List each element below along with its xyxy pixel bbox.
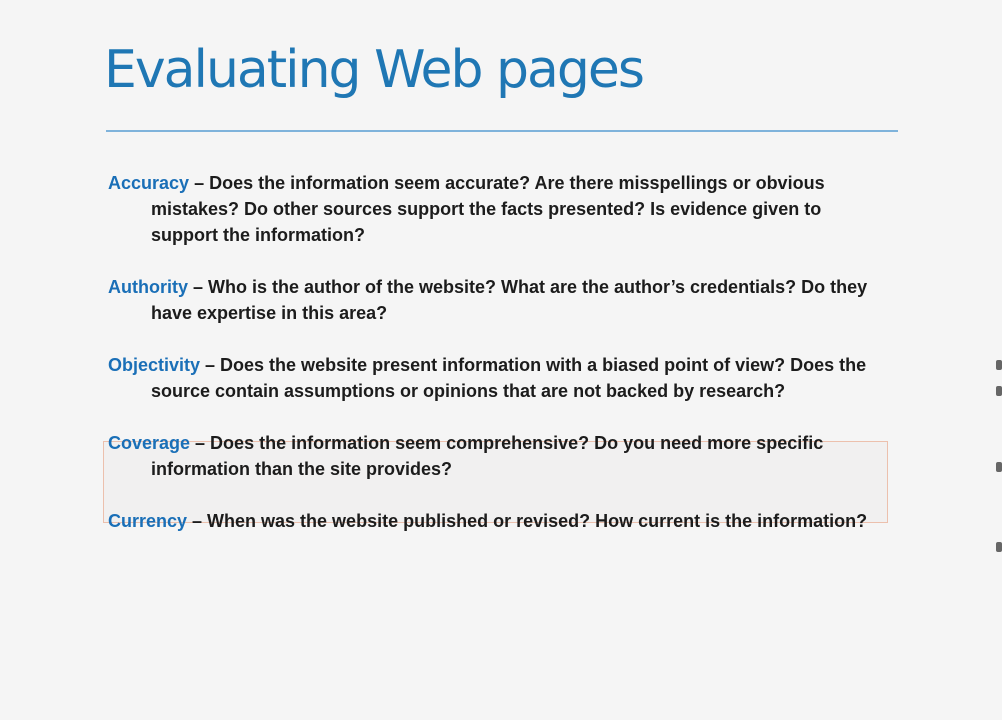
criterion-currency (108, 508, 888, 534)
slide-title: Evaluating Web pages (104, 40, 643, 100)
criterion-description: – Does the information seem accurate? Are there misspellings or obvious mistakes? Do other sources support the facts presented? Is evidence given to support the information? (151, 173, 825, 245)
criteria-list (108, 170, 888, 534)
criterion-description: – When was the website published or revised? How current is the information? (187, 511, 868, 531)
criterion-description: – Does the website present information with a biased point of view? Does the source contain assumptions or opinions that are not backed by research? (151, 355, 867, 401)
criterion-term: Authority (108, 277, 188, 297)
criterion-accuracy (108, 170, 888, 248)
criterion-coverage (108, 430, 888, 482)
title-divider (106, 130, 898, 132)
edge-fragment (996, 462, 1002, 472)
criterion-term: Coverage (108, 433, 191, 453)
criterion-term: Accuracy (108, 173, 190, 193)
criterion-description: – Who is the author of the website? What are the author’s credentials? Do they have expertise in this area? (151, 277, 868, 323)
edge-fragment (996, 386, 1002, 396)
edge-fragment (996, 542, 1002, 552)
criterion-term: Objectivity (108, 355, 201, 375)
criterion-term: Currency (108, 511, 188, 531)
criterion-authority (108, 274, 888, 326)
edge-fragment (996, 360, 1002, 370)
criterion-description: – Does the information seem comprehensive? Do you need more specific information than the site provides? (151, 433, 824, 479)
criterion-objectivity (108, 352, 888, 404)
